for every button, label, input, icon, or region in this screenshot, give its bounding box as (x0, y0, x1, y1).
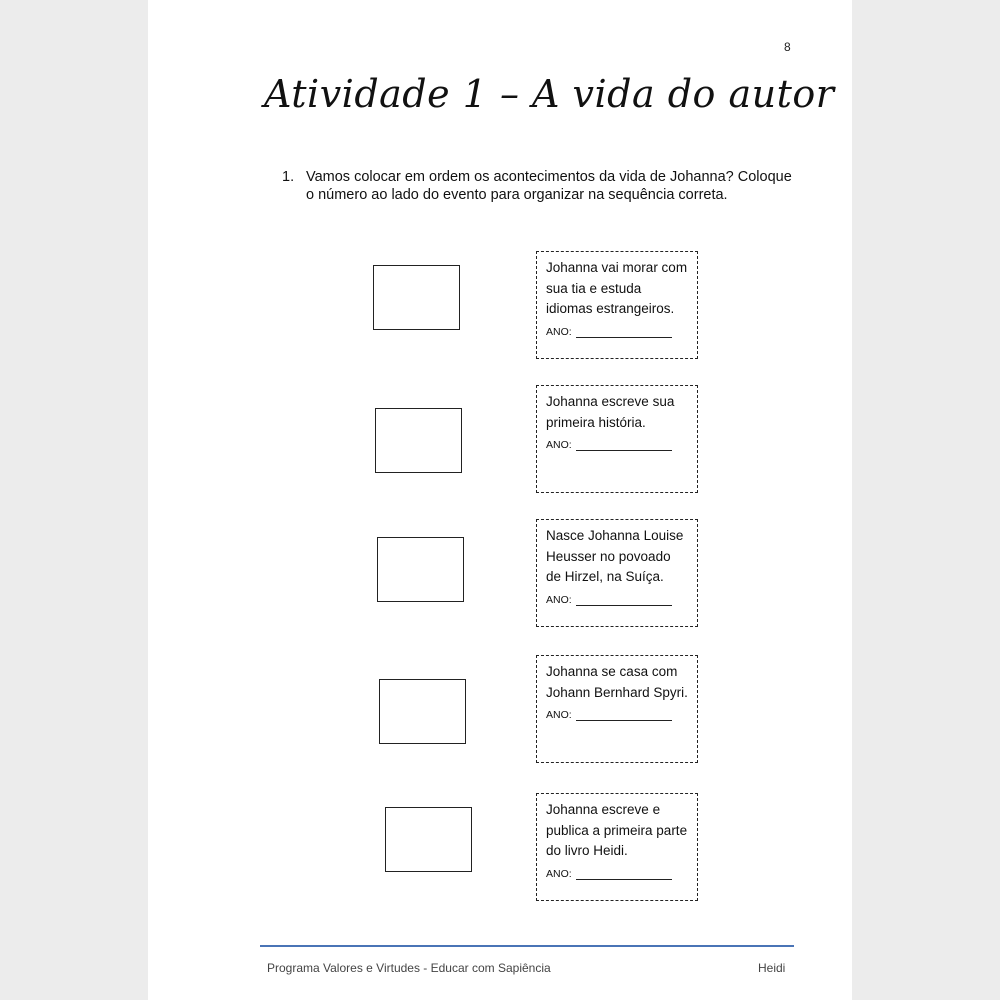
footer-book-title: Heidi (758, 961, 786, 975)
event-card-1 (536, 251, 698, 359)
event-text-5: Johanna escreve e publica a primeira parte do livro Heidi. (546, 802, 688, 858)
event-card-3 (536, 519, 698, 627)
answer-box-1[interactable] (373, 265, 460, 330)
year-label: ANO: (546, 593, 572, 606)
event-text-3: Nasce Johanna Louise Heusser no povoado de Hirzel, na Suíça. (546, 528, 684, 584)
year-field-1 (546, 326, 688, 338)
question-text: Vamos colocar em ordem os acontecimentos da vida de Johanna? Coloque o número ao lado do evento para organizar na sequência correta. (306, 169, 792, 203)
year-field-2 (546, 439, 688, 451)
event-card-4 (536, 655, 698, 763)
activity-title: Atividade 1 – A vida do autor (264, 72, 835, 116)
year-blank-line[interactable] (576, 595, 672, 606)
year-label: ANO: (546, 867, 572, 880)
answer-box-4[interactable] (379, 679, 466, 744)
year-label: ANO: (546, 439, 572, 451)
year-label: ANO: (546, 709, 572, 721)
answer-box-5[interactable] (385, 807, 472, 872)
event-text-4: Johanna se casa com Johann Bernhard Spyri. (546, 664, 688, 700)
event-text-2: Johanna escreve sua primeira história. (546, 394, 675, 430)
question-instruction (282, 168, 802, 204)
event-card-2 (536, 385, 698, 493)
year-blank-line[interactable] (576, 710, 672, 721)
year-field-3 (546, 594, 688, 606)
footer-program-name: Programa Valores e Virtudes - Educar com Sapiência (267, 961, 551, 975)
footer-divider (260, 945, 794, 947)
year-blank-line[interactable] (576, 869, 672, 880)
year-field-4 (546, 709, 688, 721)
event-card-5 (536, 793, 698, 901)
event-text-1: Johanna vai morar com sua tia e estuda idiomas estrangeiros. (546, 260, 688, 316)
question-number: 1. (282, 169, 295, 185)
year-field-5 (546, 868, 688, 880)
year-blank-line[interactable] (576, 327, 672, 338)
answer-box-2[interactable] (375, 408, 462, 473)
page-number: 8 (784, 40, 791, 54)
answer-box-3[interactable] (377, 537, 464, 602)
year-blank-line[interactable] (576, 440, 672, 451)
document-page (148, 0, 852, 1000)
year-label: ANO: (546, 325, 572, 338)
